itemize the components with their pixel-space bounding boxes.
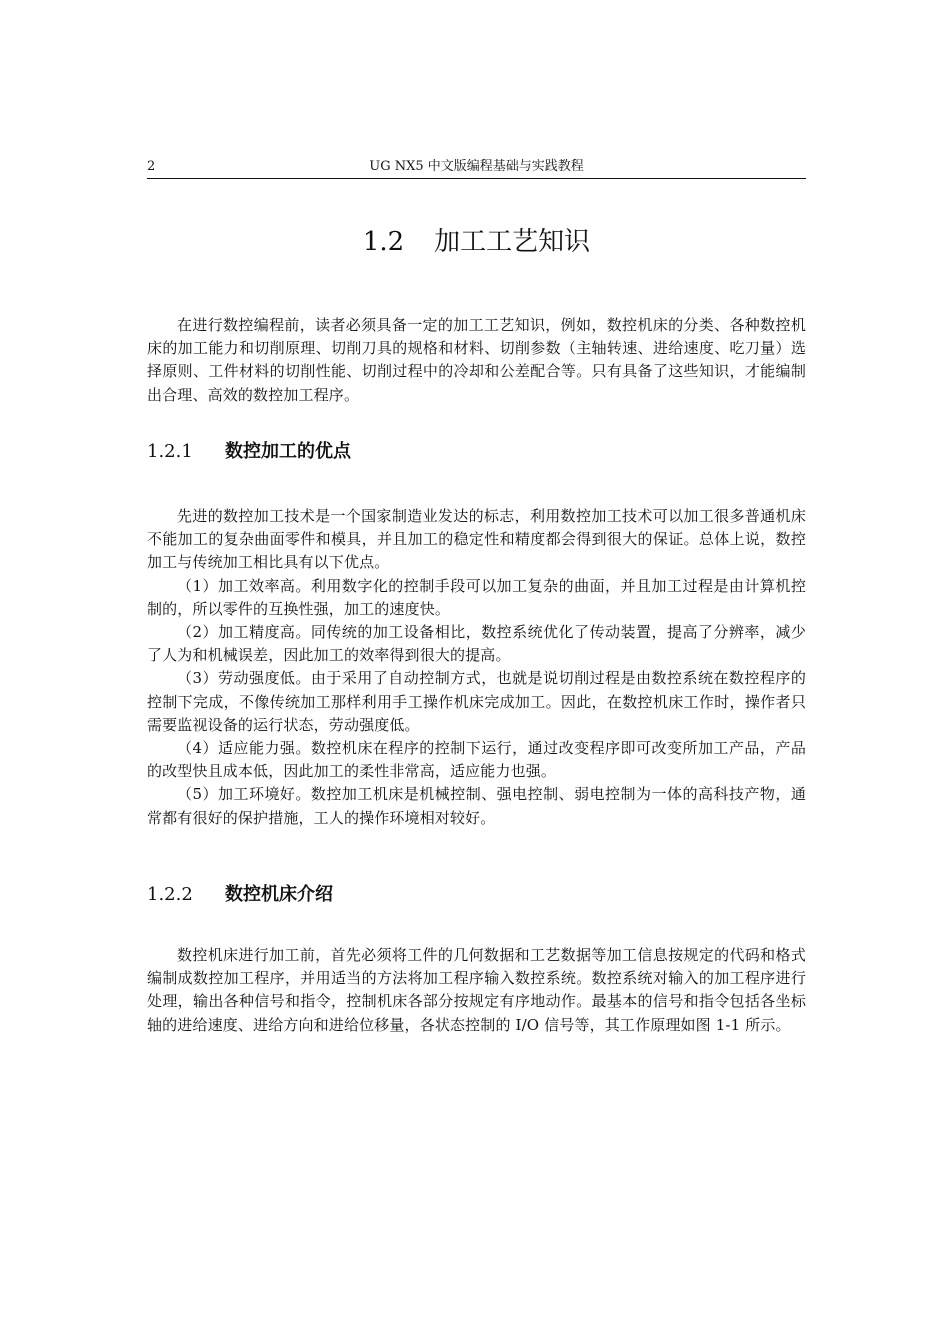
body-paragraph: 数控机床进行加工前，首先必须将工件的几何数据和工艺数据等加工信息按规定的代码和格式编制成数控加工程序，并用适当的方法将加工程序输入数控系统。数控系统对输入的加工程序进行处理，输出各种信号和指令，控制机床各部分按规定有序地动作。最基本的信号和指令包括各坐标轴的进给速度、进给方向和进给位移量，各状态控制的 I/O 信号等，其工作原理如图 1-1 所示。	[147, 946, 806, 1034]
book-title: UG NX5 中文版编程基础与实践教程	[369, 159, 584, 174]
body-paragraph: 先进的数控加工技术是一个国家制造业发达的标志，利用数控加工技术可以加工很多普通机床不能加工的复杂曲面零件和模具，并且加工的稳定性和精度都会得到很大的保证。总体上说，数控加工与传统加工相比具有以下优点。	[147, 507, 806, 572]
section-number: 1.2	[362, 227, 405, 257]
subsection-title: 数控机床介绍	[225, 884, 333, 905]
list-item-paragraph: （2）加工精度高。同传统的加工设备相比，数控系统优化了传动装置，提高了分辨率，减少了人为和机械误差，因此加工的效率得到很大的提高。	[147, 623, 806, 665]
intro-paragraph: 在进行数控编程前，读者必须具备一定的加工工艺知识，例如，数控机床的分类、各种数控机床的加工能力和切削原理、切削刀具的规格和材料、切削参数（主轴转速、进给速度、吃刀量）选择原则、工件材料的切削性能、切削过程中的冷却和公差配合等。只有具备了这些知识，才能编制出合理、高效的数控加工程序。	[147, 316, 806, 404]
page-number: 2	[147, 159, 156, 174]
running-header	[147, 158, 806, 179]
list-item-paragraph: （1）加工效率高。利用数字化的控制手段可以加工复杂的曲面，并且加工过程是由计算机控制的，所以零件的互换性强，加工的速度快。	[147, 576, 806, 618]
subsection-body-2	[147, 944, 806, 1037]
subsection-title: 数控加工的优点	[225, 441, 351, 462]
list-item-paragraph: （3）劳动强度低。由于采用了自动控制方式，也就是说切削过程是由数控系统在数控程序的控制下完成，不像传统加工那样利用手工操作机床完成加工。因此，在数控机床工作时，操作者只需要监视设备的运行状态，劳动强度低。	[147, 669, 806, 734]
subsection-body-1	[147, 505, 806, 830]
list-item-paragraph: （4）适应能力强。数控机床在程序的控制下运行，通过改变程序即可改变所加工产品，产品的改型快且成本低，因此加工的柔性非常高，适应能力也强。	[147, 739, 806, 781]
subsection-heading-1	[147, 439, 806, 465]
list-item-paragraph: （5）加工环境好。数控加工机床是机械控制、强电控制、弱电控制为一体的高科技产物，通常都有很好的保护措施，工人的操作环境相对较好。	[147, 785, 806, 827]
subsection-number: 1.2.1	[147, 441, 193, 462]
section-intro	[147, 314, 806, 407]
section-title-text: 加工工艺知识	[434, 227, 591, 257]
subsection-heading-2	[147, 882, 806, 908]
subsection-number: 1.2.2	[147, 884, 193, 905]
section-title	[147, 224, 806, 260]
